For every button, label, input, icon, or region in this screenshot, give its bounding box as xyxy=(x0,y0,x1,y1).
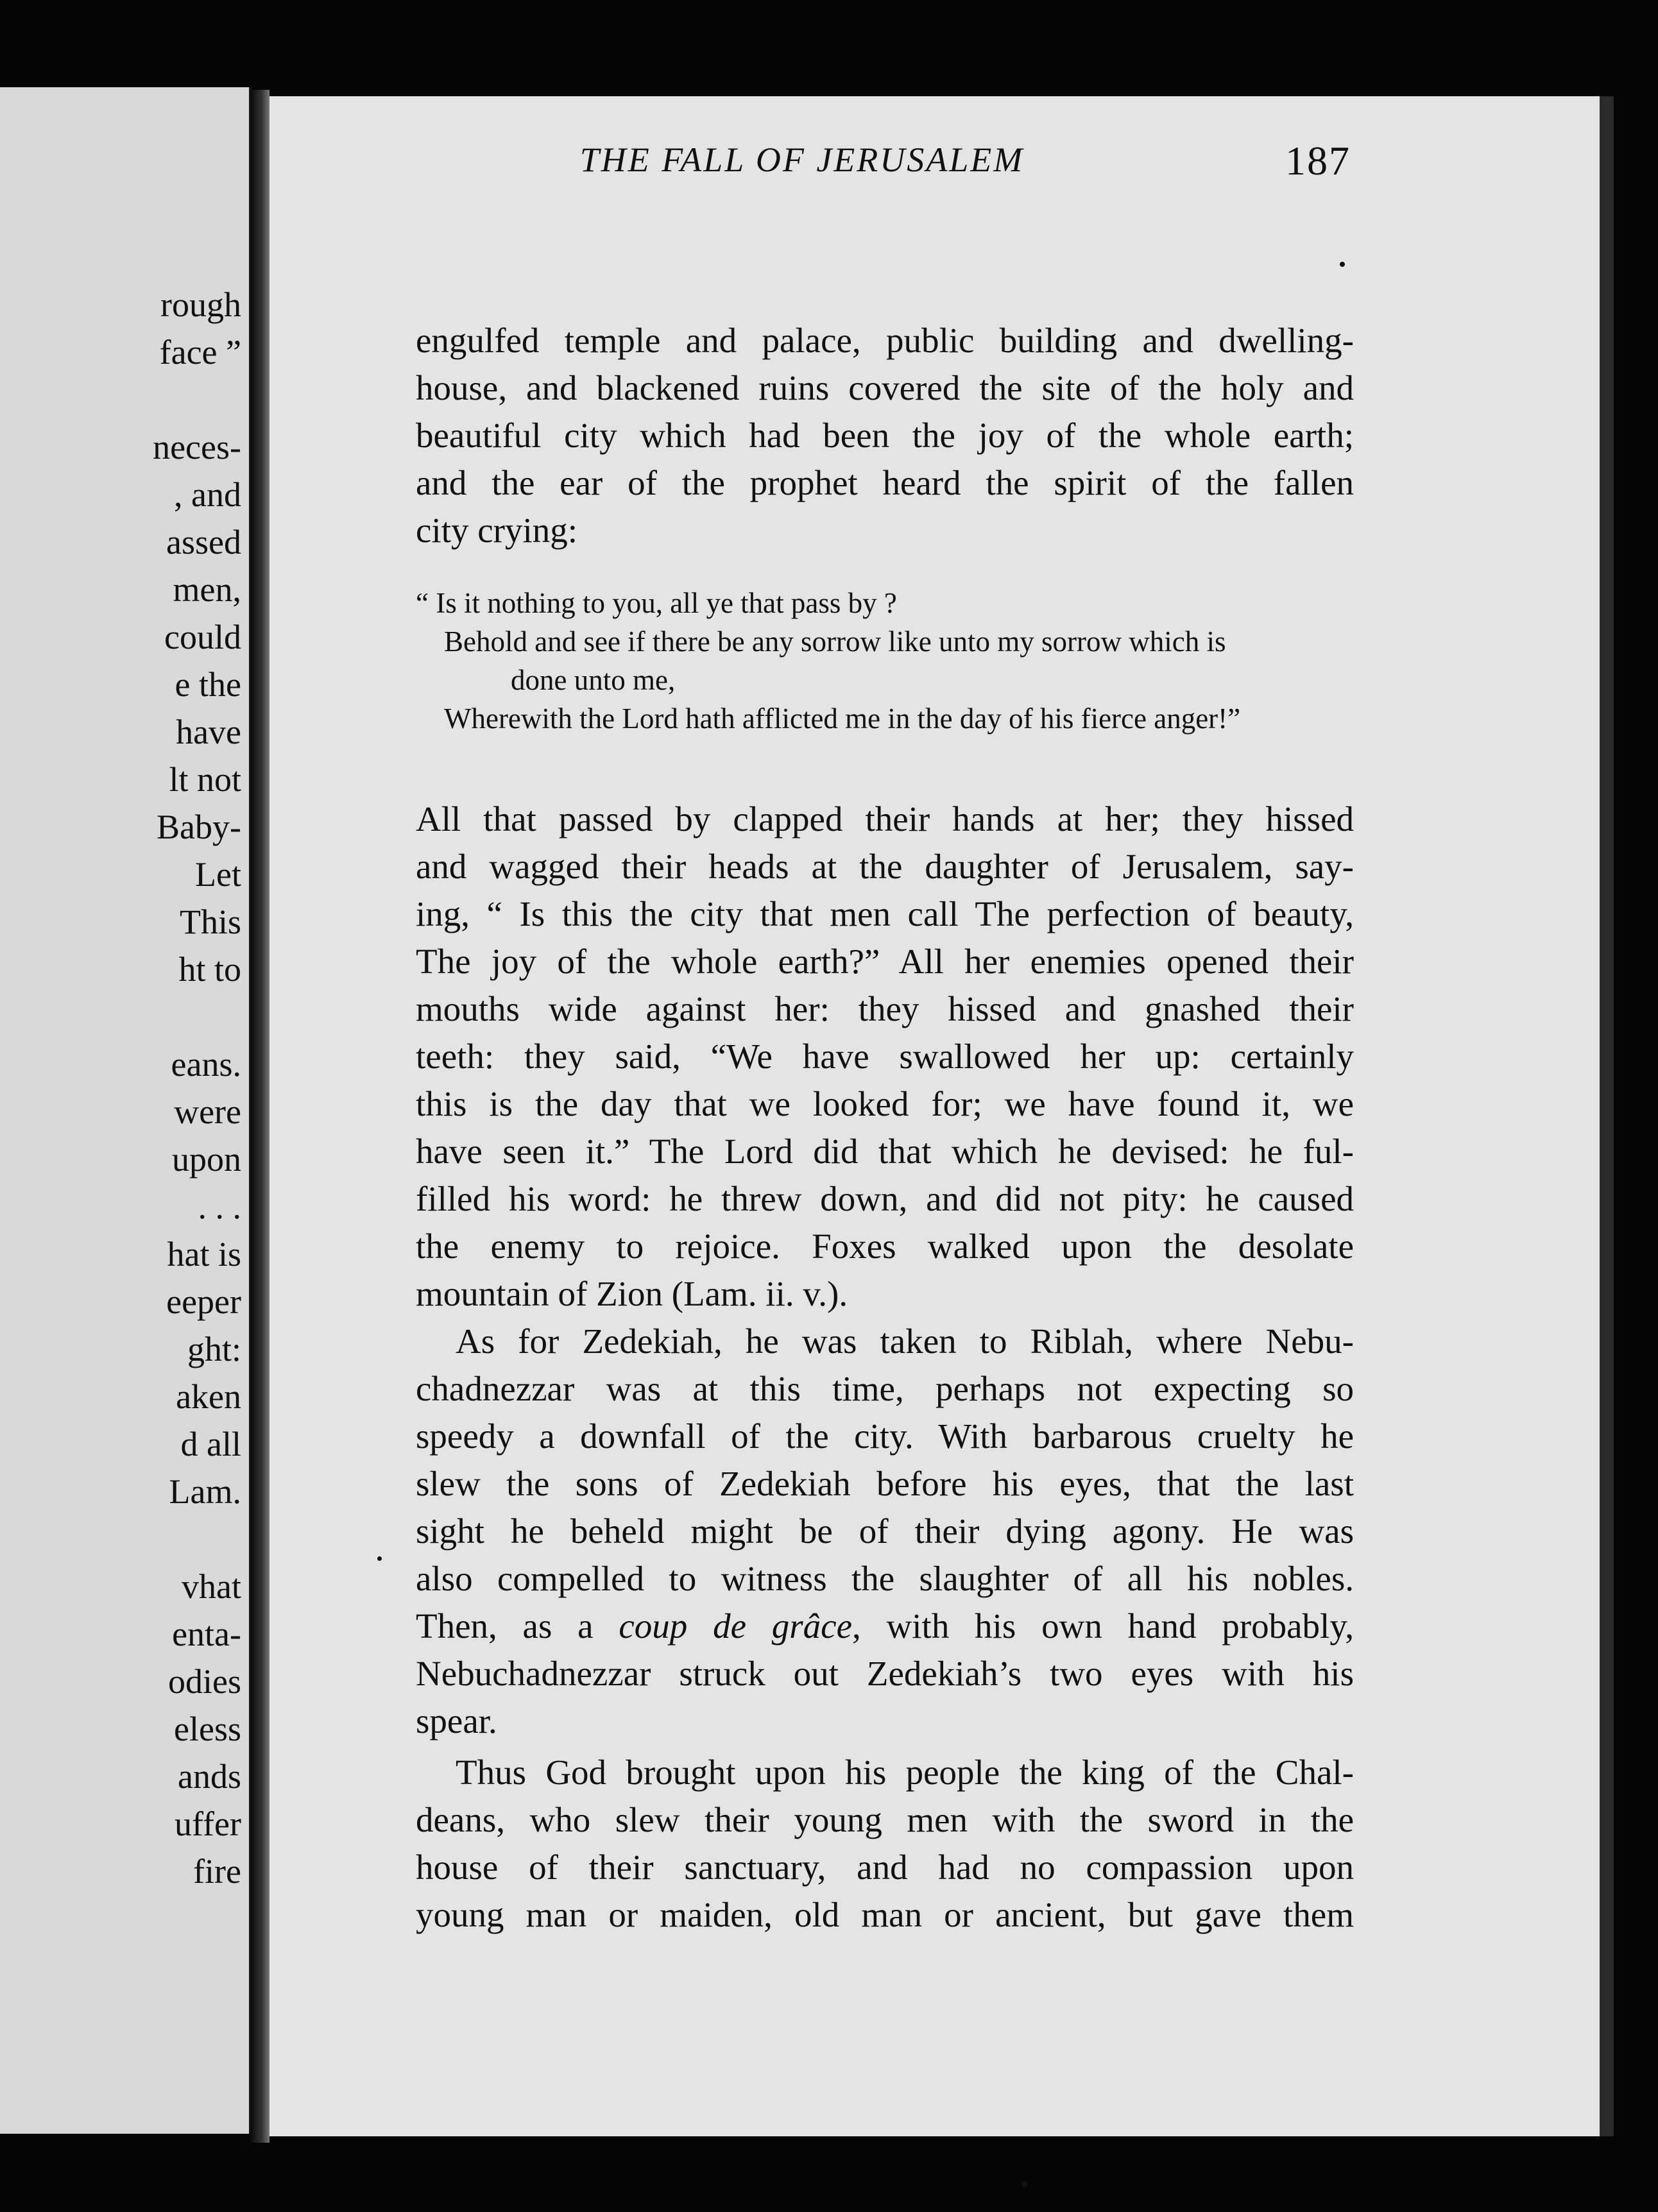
left-page-line: This xyxy=(179,903,241,941)
left-page-line: , and xyxy=(174,475,241,514)
text-line: sight he beheld might be of their dying agony. He was xyxy=(416,1511,1354,1551)
text-line: Nebuchadnezzar struck out Zedekiah’s two eyes with his xyxy=(416,1654,1354,1693)
text-line: house, and blackened ruins covered the site of the holy and xyxy=(416,368,1354,407)
text-line: Thus God brought upon his people the king of the Chal- xyxy=(456,1753,1354,1792)
left-page-line: ght: xyxy=(187,1330,241,1368)
left-page-line: hat is xyxy=(167,1235,241,1273)
text-line: beautiful city which had been the joy of the whole earth; xyxy=(416,416,1354,455)
dust-speck xyxy=(377,1556,382,1561)
page-number: 187 xyxy=(1285,138,1351,183)
italic-phrase: coup de grâce xyxy=(619,1606,853,1646)
book-spine xyxy=(250,90,269,2143)
left-page-line: uffer xyxy=(175,1805,241,1843)
quote-line: Wherewith the Lord hath afflicted me in the day of his fierce anger!” xyxy=(444,702,1241,735)
left-page-line: eeper xyxy=(166,1282,241,1321)
quote-line: Behold and see if there be any sorrow like unto my sorrow which is xyxy=(444,625,1226,658)
text-line: engulfed temple and palace, public building and dwelling- xyxy=(416,321,1354,360)
text-line: and wagged their heads at the daughter of Jerusalem, say- xyxy=(416,847,1354,886)
dust-speck xyxy=(1021,2181,1028,2188)
text-line: The joy of the whole earth?” All her enemies opened their xyxy=(416,942,1354,981)
left-page-line: ands xyxy=(178,1757,241,1796)
text-line: mountain of Zion (Lam. ii. v.). xyxy=(416,1274,848,1313)
paragraph-3 xyxy=(416,1318,1354,1745)
text-line: city crying: xyxy=(416,511,578,550)
left-page-line: Lam. xyxy=(169,1472,241,1511)
text-line: the enemy to rejoice. Foxes walked upon the desolate xyxy=(416,1227,1354,1266)
text-line: slew the sons of Zedekiah before his eyes, that the last xyxy=(416,1464,1354,1503)
left-page-line: rough xyxy=(160,285,241,324)
left-page-line: odies xyxy=(168,1662,241,1701)
text-line: filled his word: he threw down, and did not pity: he caused xyxy=(416,1179,1354,1218)
dust-speck xyxy=(1340,262,1345,267)
left-page-line: Baby- xyxy=(157,808,241,846)
left-page-line: were xyxy=(174,1093,241,1131)
text-line: As for Zedekiah, he was taken to Riblah, where Nebu- xyxy=(456,1322,1354,1361)
left-page-line: assed xyxy=(166,523,241,561)
left-page-line: neces- xyxy=(153,428,241,466)
text-line: house of their sanctuary, and had no compassion upon xyxy=(416,1848,1354,1887)
text-line: deans, who slew their young men with the sword in the xyxy=(416,1800,1354,1839)
left-page-line: eless xyxy=(174,1710,241,1748)
text-line: All that passed by clapped their hands at her; they hissed xyxy=(416,799,1354,838)
text-line: young man or maiden, old man or ancient, but gave them xyxy=(416,1895,1354,1934)
left-page-line: Let xyxy=(195,855,241,894)
left-page xyxy=(0,87,252,2134)
text-fragment: Then, as a xyxy=(416,1606,594,1646)
text-line: mouths wide against her: they hissed and gnashed their xyxy=(416,989,1354,1028)
text-line: and the ear of the prophet heard the spirit of the fallen xyxy=(416,463,1354,502)
running-head xyxy=(385,140,1351,191)
text-line: this is the day that we looked for; we have found it, we xyxy=(416,1084,1354,1123)
block-quote xyxy=(416,584,1354,738)
text-line: speedy a downfall of the city. With barbarous cruelty he xyxy=(416,1417,1354,1456)
left-page-line: face ” xyxy=(159,333,241,371)
text-line: spear. xyxy=(416,1701,497,1740)
paragraph-4 xyxy=(416,1749,1354,1939)
left-page-line: enta- xyxy=(172,1615,241,1653)
text-line-italic xyxy=(416,1603,1354,1650)
paragraph-1 xyxy=(416,317,1354,554)
left-page-line: men, xyxy=(173,570,241,609)
left-page-line: fire xyxy=(193,1852,241,1891)
text-line: teeth: they said, “We have swallowed her up: certainly xyxy=(416,1037,1354,1076)
text-fragment: , with his own hand probably, xyxy=(852,1606,1354,1646)
text-line: also compelled to witness the slaughter of all his nobles. xyxy=(416,1559,1354,1598)
text-line: have seen it.” The Lord did that which he devised: he ful- xyxy=(416,1132,1354,1171)
left-page-line: lt not xyxy=(169,760,241,799)
text-line: ing, “ Is this the city that men call The perfection of beauty, xyxy=(416,894,1354,933)
text-line: chadnezzar was at this time, perhaps not expecting so xyxy=(416,1369,1354,1408)
left-page-line: ht to xyxy=(178,950,241,989)
quote-line: done unto me, xyxy=(511,664,676,696)
left-page-line: d all xyxy=(180,1425,241,1463)
main-text xyxy=(416,795,1354,1939)
left-page-line: have xyxy=(176,713,241,751)
left-page-line: aken xyxy=(176,1377,241,1416)
running-title: THE FALL OF JERUSALEM xyxy=(579,140,1025,179)
left-page-line: . . . xyxy=(198,1187,241,1226)
left-page-line: eans. xyxy=(171,1045,241,1084)
left-page-line: e the xyxy=(175,665,241,704)
paragraph-2 xyxy=(416,795,1354,1318)
left-page-line: could xyxy=(164,618,241,656)
quote-line: “ Is it nothing to you, all ye that pass by ? xyxy=(416,587,897,619)
left-page-line: upon xyxy=(172,1140,241,1178)
left-page-line: vhat xyxy=(182,1567,241,1606)
